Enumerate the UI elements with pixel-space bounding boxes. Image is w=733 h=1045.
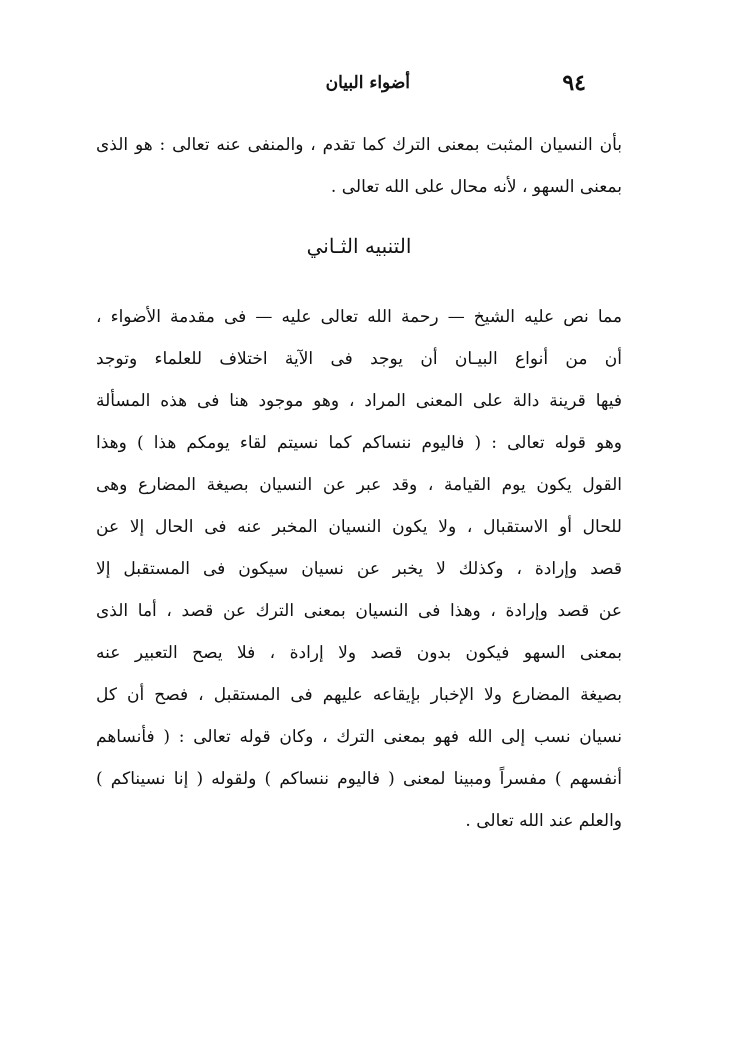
text-line: بصيغة المضارع ولا الإخبار بإيقاعه عليهم فى المستقبل ، فصح أن كل	[96, 685, 622, 705]
text-line: عن قصد وإرادة ، وهذا فى النسيان بمعنى الترك عن قصد ، أما الذى	[96, 601, 622, 621]
text-line: وهو قوله تعالى : ( فاليوم ننساكم كما نسيتم لقاء يومكم هذا ) وهذا	[96, 433, 622, 453]
text-line: نسيان نسب إلى الله فهو بمعنى الترك ، وكان قوله تعالى : ( فأنساهم	[96, 727, 622, 747]
paragraph-top	[96, 124, 622, 208]
text-line: بمعنى السهو ، لأنه محال على الله تعالى .	[330, 177, 622, 197]
running-header	[110, 66, 630, 100]
text-line: مما نص عليه الشيخ — رحمة الله تعالى عليه — فى مقدمة الأضواء ،	[96, 307, 622, 327]
text-line: القول يكون يوم القيامة ، وقد عبر عن النسيان بصيغة المضارع وهى	[96, 475, 622, 495]
text-line: والعلم عند الله تعالى .	[465, 811, 622, 831]
text-line: بمعنى السهو فيكون بدون قصد ولا إرادة ، فلا يصح التعبير عنه	[96, 643, 622, 663]
text-line: قصد وإرادة ، وكذلك لا يخبر عن نسيان سيكون فى المستقبل إلا	[96, 559, 622, 579]
text-line: أن من أنواع البيـان أن يوجد فى الآية اختلاف للعلماء وتوجد	[96, 349, 622, 369]
text-line: فيها قرينة دالة على المعنى المراد ، وهو موجود هنا فى هذه المسألة	[96, 391, 622, 411]
text-line: للحال أو الاستقبال ، ولا يكون النسيان المخبر عنه فى الحال إلا عن	[96, 517, 622, 537]
paragraph-main	[96, 296, 622, 842]
running-title: أضواء البيان	[325, 73, 410, 93]
section-heading: التنبيه الثـاني	[306, 234, 412, 258]
text-line: أنفسهم ) مفسراً ومبينا لمعنى ( فاليوم ننساكم ) ولقوله ( إنا نسيناكم )	[96, 769, 622, 789]
text-line: بأن النسيان المثبت بمعنى الترك كما تقدم ، والمنفى عنه تعالى : هو الذى	[96, 135, 622, 155]
page-number: ٩٤	[562, 70, 586, 96]
